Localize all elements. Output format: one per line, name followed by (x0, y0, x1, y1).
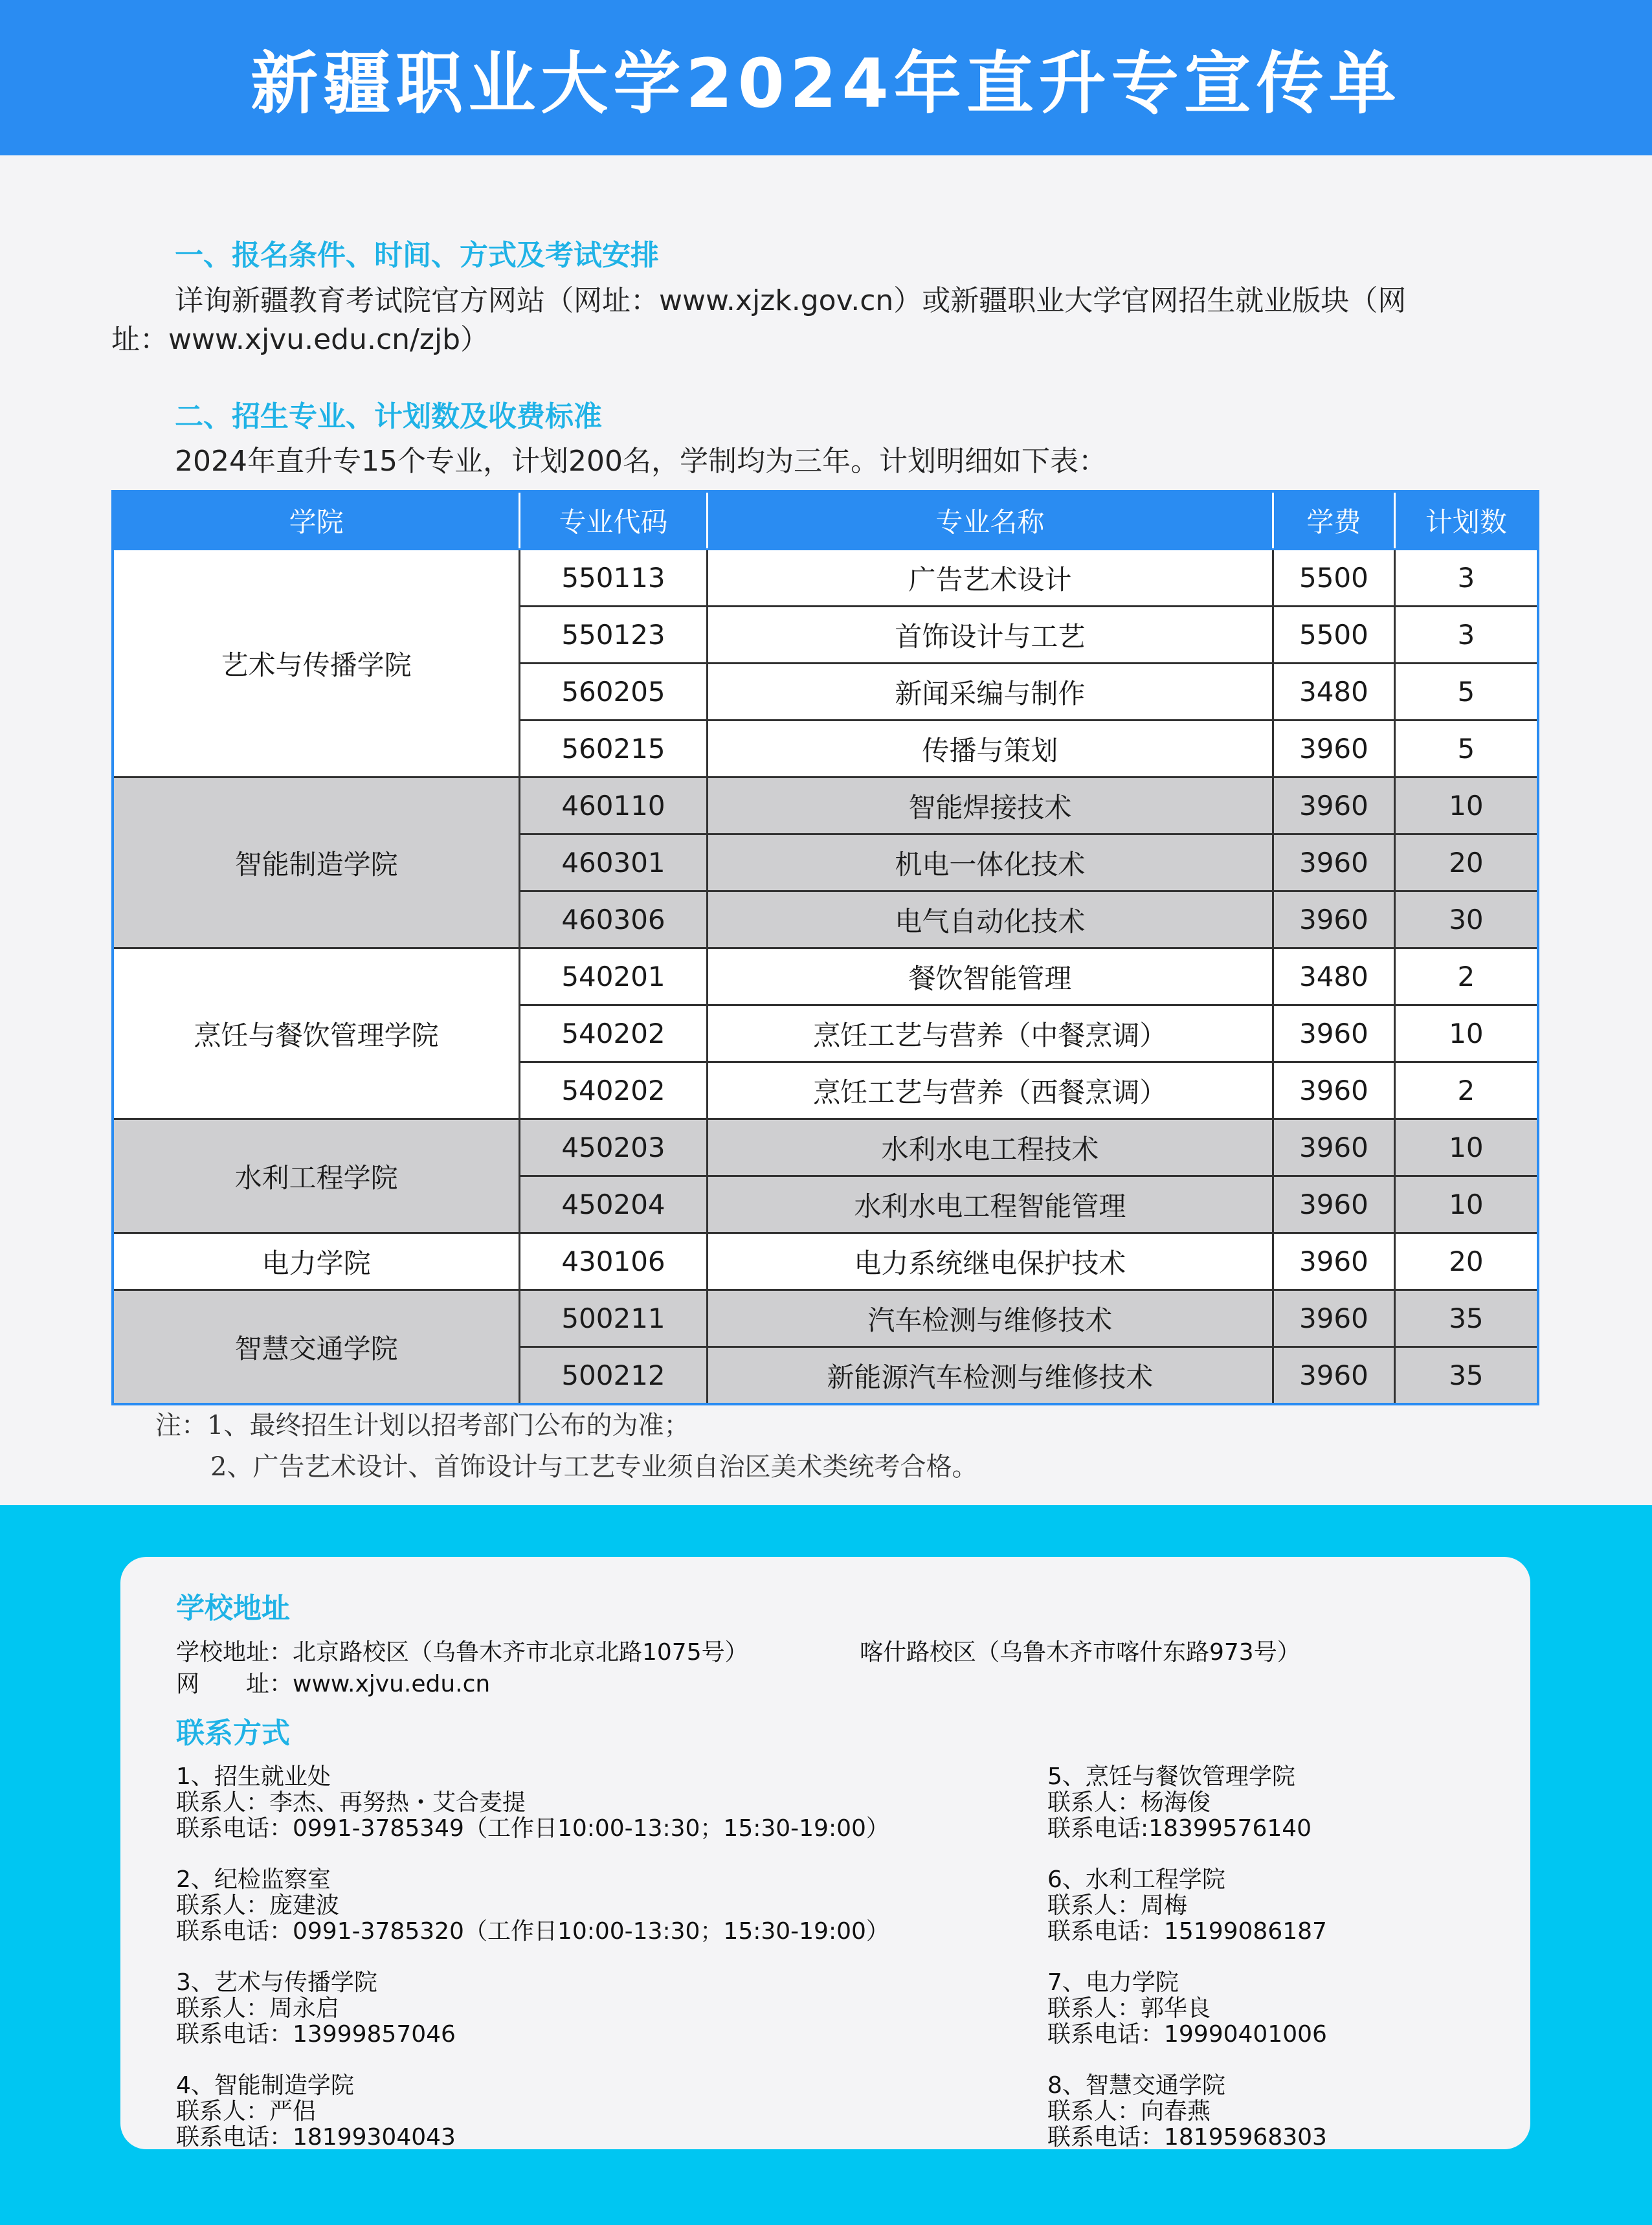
contact-phone: 联系电话：15199086187 (1047, 1918, 1327, 1945)
address-line-kashi: 喀什路校区（乌鲁木齐市喀什东路973号） (860, 1639, 1300, 1666)
plan-cell: 10 (1394, 1005, 1538, 1062)
code-cell: 560205 (520, 664, 708, 721)
contact-phone: 联系电话：19990401006 (1047, 2021, 1327, 2048)
contact-phone: 联系电话：18199304043 (176, 2124, 456, 2151)
title-banner (0, 0, 1652, 155)
contacts-title: 联系方式 (176, 1717, 290, 1750)
plan-cell: 20 (1394, 1233, 1538, 1290)
plan-cell: 5 (1394, 721, 1538, 777)
fee-cell: 3960 (1273, 1290, 1395, 1347)
contact-unit: 5、烹饪与餐饮管理学院 (1047, 1763, 1295, 1790)
contact-person: 联系人：杨海俊 (1047, 1789, 1211, 1816)
fee-cell: 5500 (1273, 607, 1395, 664)
major-cell: 新能源汽车检测与维修技术 (707, 1347, 1273, 1405)
table-row (113, 550, 1538, 607)
contact-person: 联系人：李杰、再努热・艾合麦提 (176, 1789, 526, 1816)
contact-phone: 联系电话:18399576140 (1047, 1815, 1312, 1842)
code-cell: 450203 (520, 1119, 708, 1176)
contact-item (1047, 1970, 1327, 2048)
plan-cell: 30 (1394, 891, 1538, 948)
plan-cell: 20 (1394, 834, 1538, 891)
address-line-beijing: 学校地址：北京路校区（乌鲁木齐市北京北路1075号） (176, 1639, 748, 1666)
contact-person: 联系人：庞建波 (176, 1892, 340, 1919)
contact-unit: 4、智能制造学院 (176, 2072, 354, 2099)
plan-cell: 35 (1394, 1347, 1538, 1405)
contact-person: 联系人：周梅 (1047, 1892, 1188, 1919)
fee-cell: 3960 (1273, 834, 1395, 891)
fee-cell: 3480 (1273, 664, 1395, 721)
contact-person: 联系人：严侣 (176, 2098, 317, 2125)
contact-person: 联系人：向春燕 (1047, 2098, 1211, 2125)
fee-cell: 3960 (1273, 1119, 1395, 1176)
major-cell: 电力系统继电保护技术 (707, 1233, 1273, 1290)
fee-cell: 3960 (1273, 1233, 1395, 1290)
contact-unit: 3、艺术与传播学院 (176, 1969, 377, 1996)
fee-cell: 3960 (1273, 1062, 1395, 1119)
table-row (113, 1119, 1538, 1176)
major-cell: 广告艺术设计 (707, 550, 1273, 607)
plan-cell: 3 (1394, 550, 1538, 607)
contact-unit: 8、智慧交通学院 (1047, 2072, 1225, 2099)
contact-unit: 6、水利工程学院 (1047, 1866, 1225, 1893)
code-cell: 500211 (520, 1290, 708, 1347)
college-cell: 烹饪与餐饮管理学院 (113, 948, 520, 1119)
plan-cell: 10 (1394, 1176, 1538, 1233)
code-cell: 450204 (520, 1176, 708, 1233)
table-row (113, 948, 1538, 1005)
header-fee: 学费 (1273, 491, 1395, 550)
table-row (113, 1290, 1538, 1347)
contact-item (176, 2073, 456, 2151)
contact-item (1047, 2073, 1327, 2151)
contact-person: 联系人：郭华良 (1047, 1995, 1211, 2022)
page-title: 新疆职业大学2024年直升专宣传单 (251, 44, 1401, 123)
college-cell: 水利工程学院 (113, 1119, 520, 1233)
note-line-2: 2、广告艺术设计、首饰设计与工艺专业须自治区美术类统考合格。 (210, 1452, 978, 1482)
code-cell: 540202 (520, 1005, 708, 1062)
contact-phone: 联系电话：0991-3785349（工作日10:00-13:30；15:30-19:00） (176, 1815, 889, 1842)
plan-cell: 35 (1394, 1290, 1538, 1347)
contact-item (1047, 1764, 1312, 1842)
plan-table (111, 490, 1539, 1405)
contact-unit: 1、招生就业处 (176, 1763, 331, 1790)
code-cell: 540202 (520, 1062, 708, 1119)
contact-unit: 2、纪检监察室 (176, 1866, 331, 1893)
college-cell: 智能制造学院 (113, 777, 520, 948)
header-code: 专业代码 (520, 491, 708, 550)
code-cell: 550123 (520, 607, 708, 664)
contact-phone: 联系电话：13999857046 (176, 2021, 456, 2048)
fee-cell: 3960 (1273, 1005, 1395, 1062)
code-cell: 460301 (520, 834, 708, 891)
plan-cell: 10 (1394, 777, 1538, 834)
table-row (113, 1233, 1538, 1290)
contact-person: 联系人：周永启 (176, 1995, 340, 2022)
code-cell: 540201 (520, 948, 708, 1005)
table-row (113, 777, 1538, 834)
code-cell: 460306 (520, 891, 708, 948)
major-cell: 汽车检测与维修技术 (707, 1290, 1273, 1347)
plan-cell: 2 (1394, 948, 1538, 1005)
major-cell: 电气自动化技术 (707, 891, 1273, 948)
fee-cell: 3480 (1273, 948, 1395, 1005)
website-line: 网 址：www.xjvu.edu.cn (176, 1671, 491, 1697)
code-cell: 460110 (520, 777, 708, 834)
fee-cell: 3960 (1273, 777, 1395, 834)
section2-title: 二、招生专业、计划数及收费标准 (175, 400, 602, 433)
code-cell: 500212 (520, 1347, 708, 1405)
major-cell: 水利水电工程智能管理 (707, 1176, 1273, 1233)
table-header-row (113, 491, 1538, 550)
fee-cell: 5500 (1273, 550, 1395, 607)
contact-item (176, 1970, 456, 2048)
plan-cell: 5 (1394, 664, 1538, 721)
major-cell: 智能焊接技术 (707, 777, 1273, 834)
section1-line2: 址：www.xjvu.edu.cn/zjb） (111, 323, 489, 356)
header-plan: 计划数 (1394, 491, 1538, 550)
code-cell: 550113 (520, 550, 708, 607)
major-cell: 烹饪工艺与营养（西餐烹调） (707, 1062, 1273, 1119)
major-cell: 餐饮智能管理 (707, 948, 1273, 1005)
college-cell: 艺术与传播学院 (113, 550, 520, 777)
college-cell: 智慧交通学院 (113, 1290, 520, 1405)
note-line-1: 注：1、最终招生计划以招考部门公布的为准； (155, 1411, 690, 1440)
plan-cell: 2 (1394, 1062, 1538, 1119)
contact-item (1047, 1867, 1327, 1945)
code-cell: 430106 (520, 1233, 708, 1290)
contact-card (120, 1557, 1530, 2149)
major-cell: 水利水电工程技术 (707, 1119, 1273, 1176)
plan-cell: 10 (1394, 1119, 1538, 1176)
contact-item (176, 1764, 889, 1842)
college-cell: 电力学院 (113, 1233, 520, 1290)
fee-cell: 3960 (1273, 721, 1395, 777)
header-name: 专业名称 (707, 491, 1273, 550)
contact-item (176, 1867, 889, 1945)
code-cell: 560215 (520, 721, 708, 777)
contact-phone: 联系电话：0991-3785320（工作日10:00-13:30；15:30-19:00） (176, 1918, 889, 1945)
section1-title: 一、报名条件、时间、方式及考试安排 (175, 239, 659, 272)
fee-cell: 3960 (1273, 1176, 1395, 1233)
fee-cell: 3960 (1273, 1347, 1395, 1405)
address-title: 学校地址 (176, 1592, 290, 1625)
major-cell: 传播与策划 (707, 721, 1273, 777)
contact-unit: 7、电力学院 (1047, 1969, 1179, 1996)
major-cell: 首饰设计与工艺 (707, 607, 1273, 664)
major-cell: 新闻采编与制作 (707, 664, 1273, 721)
header-college: 学院 (113, 491, 520, 550)
section1-line1: 详询新疆教育考试院官方网站（网址：www.xjzk.gov.cn）或新疆职业大学官网招生就业版块（网 (175, 284, 1407, 317)
section2-intro: 2024年直升专15个专业，计划200名，学制均为三年。计划明细如下表： (175, 445, 1107, 478)
contact-phone: 联系电话：18195968303 (1047, 2124, 1327, 2151)
major-cell: 烹饪工艺与营养（中餐烹调） (707, 1005, 1273, 1062)
plan-cell: 3 (1394, 607, 1538, 664)
fee-cell: 3960 (1273, 891, 1395, 948)
major-cell: 机电一体化技术 (707, 834, 1273, 891)
